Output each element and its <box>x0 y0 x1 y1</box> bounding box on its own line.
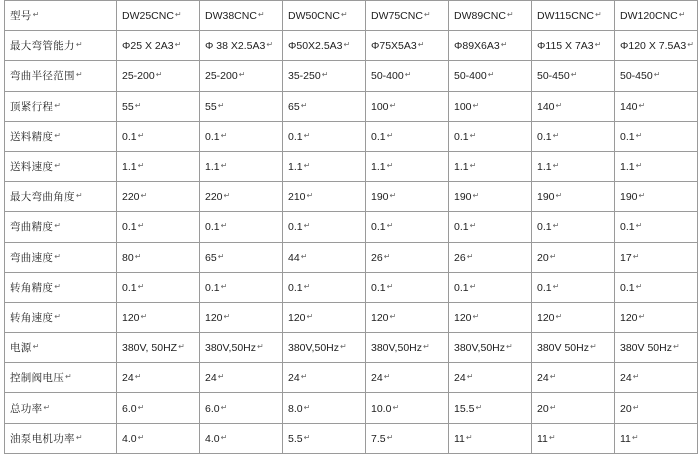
paragraph-mark: ↵ <box>589 342 597 352</box>
table-cell: 190↵ <box>449 182 532 212</box>
paragraph-mark: ↵ <box>548 432 556 442</box>
paragraph-mark: ↵ <box>475 402 483 412</box>
table-cell: 44↵ <box>283 242 366 272</box>
paragraph-mark: ↵ <box>466 372 474 382</box>
table-cell: 0.1↵ <box>117 121 200 151</box>
table-cell: 380V,50Hz↵ <box>449 333 532 363</box>
table-cell: 7.5↵ <box>366 423 449 453</box>
table-cell: 0.1↵ <box>366 272 449 302</box>
paragraph-mark: ↵ <box>238 70 246 80</box>
paragraph-mark: ↵ <box>392 402 400 412</box>
paragraph-mark: ↵ <box>632 372 640 382</box>
paragraph-mark: ↵ <box>549 402 557 412</box>
row-header-cell: 转角精度↵ <box>5 272 117 302</box>
paragraph-mark: ↵ <box>469 221 477 231</box>
table-cell: 380V 50Hz↵ <box>615 333 698 363</box>
table-cell: 15.5↵ <box>449 393 532 423</box>
table-row <box>5 121 698 151</box>
table-cell: 120↵ <box>366 302 449 332</box>
paragraph-mark: ↵ <box>75 70 83 80</box>
table-cell: 25-200↵ <box>117 61 200 91</box>
table-cell: 120↵ <box>615 302 698 332</box>
paragraph-mark: ↵ <box>465 432 473 442</box>
table-cell: 0.1↵ <box>615 212 698 242</box>
table-cell: 6.0↵ <box>200 393 283 423</box>
paragraph-mark: ↵ <box>340 10 348 20</box>
table-cell: 8.0↵ <box>283 393 366 423</box>
table-cell: 190↵ <box>366 182 449 212</box>
table-cell: 10.0↵ <box>366 393 449 423</box>
table-cell: 4.0↵ <box>117 423 200 453</box>
paragraph-mark: ↵ <box>340 342 347 352</box>
row-header-cell: 总功率↵ <box>5 393 117 423</box>
paragraph-mark: ↵ <box>266 40 274 50</box>
table-row <box>5 272 698 302</box>
table-cell: 24↵ <box>117 363 200 393</box>
paragraph-mark: ↵ <box>389 100 397 110</box>
table-cell: 11↵ <box>615 423 698 453</box>
paragraph-mark: ↵ <box>75 432 83 442</box>
table-cell: 55↵ <box>200 91 283 121</box>
paragraph-mark: ↵ <box>54 221 62 231</box>
paragraph-mark: ↵ <box>137 221 145 231</box>
paragraph-mark: ↵ <box>174 40 182 50</box>
paragraph-mark: ↵ <box>223 311 231 321</box>
paragraph-mark: ↵ <box>552 281 560 291</box>
paragraph-mark: ↵ <box>303 161 311 171</box>
paragraph-mark: ↵ <box>555 191 563 201</box>
paragraph-mark: ↵ <box>54 311 62 321</box>
table-cell: Φ25 X 2A3↵ <box>117 31 200 61</box>
paragraph-mark: ↵ <box>140 311 148 321</box>
table-cell: 380V,50Hz↵ <box>283 333 366 363</box>
row-header-cell: 最大弯管能力↵ <box>5 31 117 61</box>
table-cell: 0.1↵ <box>283 212 366 242</box>
table-cell: 24↵ <box>615 363 698 393</box>
paragraph-mark: ↵ <box>506 10 514 20</box>
table-row <box>5 1 698 31</box>
paragraph-mark: ↵ <box>303 130 311 140</box>
paragraph-mark: ↵ <box>653 70 661 80</box>
specification-table <box>4 0 698 454</box>
paragraph-mark: ↵ <box>217 100 225 110</box>
paragraph-mark: ↵ <box>386 221 394 231</box>
table-cell: 380V 50Hz↵ <box>532 333 615 363</box>
table-cell: 0.1↵ <box>615 121 698 151</box>
paragraph-mark: ↵ <box>386 130 394 140</box>
paragraph-mark: ↵ <box>386 281 394 291</box>
table-cell: 50-450↵ <box>532 61 615 91</box>
table-cell: 25-200↵ <box>200 61 283 91</box>
paragraph-mark: ↵ <box>549 251 557 261</box>
paragraph-mark: ↵ <box>137 432 145 442</box>
paragraph-mark: ↵ <box>300 251 308 261</box>
paragraph-mark: ↵ <box>220 432 228 442</box>
paragraph-mark: ↵ <box>306 191 314 201</box>
table-cell: 20↵ <box>532 242 615 272</box>
table-cell: 190↵ <box>532 182 615 212</box>
paragraph-mark: ↵ <box>343 40 351 50</box>
row-header-cell: 油泵电机功率↵ <box>5 423 117 453</box>
table-cell: Φ50X2.5A3↵ <box>283 31 366 61</box>
paragraph-mark: ↵ <box>220 402 228 412</box>
table-cell: 1.1↵ <box>283 151 366 181</box>
row-header-cell: 控制阀电压↵ <box>5 363 117 393</box>
table-cell: Φ115 X 7A3↵ <box>532 31 615 61</box>
table-cell: 120↵ <box>200 302 283 332</box>
paragraph-mark: ↵ <box>423 342 430 352</box>
table-cell: 0.1↵ <box>532 212 615 242</box>
table-cell: 1.1↵ <box>615 151 698 181</box>
paragraph-mark: ↵ <box>552 130 560 140</box>
table-cell: 0.1↵ <box>117 212 200 242</box>
paragraph-mark: ↵ <box>552 221 560 231</box>
table-cell: 380V, 50HZ↵ <box>117 333 200 363</box>
paragraph-mark: ↵ <box>472 100 480 110</box>
row-header-cell: 型号↵ <box>5 1 117 31</box>
paragraph-mark: ↵ <box>466 251 474 261</box>
table-cell: 4.0↵ <box>200 423 283 453</box>
paragraph-mark: ↵ <box>257 342 264 352</box>
table-cell: 65↵ <box>283 91 366 121</box>
table-cell: 26↵ <box>449 242 532 272</box>
paragraph-mark: ↵ <box>303 402 311 412</box>
table-row <box>5 151 698 181</box>
paragraph-mark: ↵ <box>635 221 643 231</box>
table-row <box>5 393 698 423</box>
table-cell: 50-450↵ <box>615 61 698 91</box>
table-cell: 20↵ <box>615 393 698 423</box>
row-header-cell: 电源↵ <box>5 333 117 363</box>
paragraph-mark: ↵ <box>487 70 495 80</box>
table-cell: 190↵ <box>615 182 698 212</box>
paragraph-mark: ↵ <box>174 10 182 20</box>
paragraph-mark: ↵ <box>32 342 40 352</box>
paragraph-mark: ↵ <box>54 281 62 291</box>
paragraph-mark: ↵ <box>306 311 314 321</box>
table-cell: 0.1↵ <box>449 272 532 302</box>
row-header-cell: 最大弯曲角度↵ <box>5 182 117 212</box>
paragraph-mark: ↵ <box>472 191 480 201</box>
table-cell: 380V,50Hz↵ <box>200 333 283 363</box>
paragraph-mark: ↵ <box>75 191 83 201</box>
paragraph-mark: ↵ <box>321 70 329 80</box>
paragraph-mark: ↵ <box>389 311 397 321</box>
table-cell: 24↵ <box>200 363 283 393</box>
table-cell: 26↵ <box>366 242 449 272</box>
table-cell: 100↵ <box>449 91 532 121</box>
paragraph-mark: ↵ <box>555 100 563 110</box>
paragraph-mark: ↵ <box>303 281 311 291</box>
paragraph-mark: ↵ <box>137 130 145 140</box>
table-cell: 80↵ <box>117 242 200 272</box>
table-cell: Φ89X6A3↵ <box>449 31 532 61</box>
paragraph-mark: ↵ <box>386 432 394 442</box>
paragraph-mark: ↵ <box>54 251 62 261</box>
paragraph-mark: ↵ <box>570 70 578 80</box>
table-cell: 11↵ <box>449 423 532 453</box>
table-cell: 1.1↵ <box>449 151 532 181</box>
paragraph-mark: ↵ <box>678 10 686 20</box>
table-cell: 0.1↵ <box>532 121 615 151</box>
paragraph-mark: ↵ <box>217 251 225 261</box>
paragraph-mark: ↵ <box>500 40 508 50</box>
table-row <box>5 363 698 393</box>
paragraph-mark: ↵ <box>672 342 680 352</box>
paragraph-mark: ↵ <box>137 402 145 412</box>
table-row <box>5 31 698 61</box>
paragraph-mark: ↵ <box>423 10 431 20</box>
table-cell: 0.1↵ <box>283 272 366 302</box>
paragraph-mark: ↵ <box>134 100 142 110</box>
table-cell: 120↵ <box>283 302 366 332</box>
paragraph-mark: ↵ <box>469 281 477 291</box>
table-cell: 65↵ <box>200 242 283 272</box>
table-cell: Φ120 X 7.5A3↵ <box>615 31 698 61</box>
table-cell: DW38CNC↵ <box>200 1 283 31</box>
paragraph-mark: ↵ <box>383 251 391 261</box>
row-header-cell: 弯曲精度↵ <box>5 212 117 242</box>
table-row <box>5 182 698 212</box>
table-cell: 50-400↵ <box>449 61 532 91</box>
paragraph-mark: ↵ <box>506 342 513 352</box>
paragraph-mark: ↵ <box>134 372 142 382</box>
paragraph-mark: ↵ <box>632 402 640 412</box>
paragraph-mark: ↵ <box>638 191 646 201</box>
table-cell: 20↵ <box>532 393 615 423</box>
row-header-cell: 转角速度↵ <box>5 302 117 332</box>
paragraph-mark: ↵ <box>552 161 560 171</box>
table-cell: 24↵ <box>366 363 449 393</box>
paragraph-mark: ↵ <box>549 372 557 382</box>
row-header-cell: 送料精度↵ <box>5 121 117 151</box>
paragraph-mark: ↵ <box>389 191 397 201</box>
paragraph-mark: ↵ <box>54 161 62 171</box>
table-cell: 0.1↵ <box>532 272 615 302</box>
paragraph-mark: ↵ <box>635 161 643 171</box>
table-cell: DW120CNC↵ <box>615 1 698 31</box>
table-cell: 0.1↵ <box>283 121 366 151</box>
paragraph-mark: ↵ <box>140 191 148 201</box>
table-cell: 220↵ <box>117 182 200 212</box>
table-cell: 11↵ <box>532 423 615 453</box>
table-cell: 35-250↵ <box>283 61 366 91</box>
paragraph-mark: ↵ <box>638 311 646 321</box>
paragraph-mark: ↵ <box>43 402 51 412</box>
table-cell: 140↵ <box>532 91 615 121</box>
table-cell: 0.1↵ <box>200 121 283 151</box>
table-cell: 120↵ <box>449 302 532 332</box>
paragraph-mark: ↵ <box>631 432 639 442</box>
table-cell: 24↵ <box>532 363 615 393</box>
table-cell: DW25CNC↵ <box>117 1 200 31</box>
table-row <box>5 242 698 272</box>
table-cell: 0.1↵ <box>200 272 283 302</box>
paragraph-mark: ↵ <box>687 40 694 50</box>
paragraph-mark: ↵ <box>75 40 83 50</box>
table-cell: 120↵ <box>532 302 615 332</box>
table-row <box>5 61 698 91</box>
table-cell: DW50CNC↵ <box>283 1 366 31</box>
table-row <box>5 212 698 242</box>
table-cell: Φ 38 X2.5A3↵ <box>200 31 283 61</box>
row-header-cell: 顶紧行程↵ <box>5 91 117 121</box>
table-cell: 0.1↵ <box>449 121 532 151</box>
paragraph-mark: ↵ <box>220 161 228 171</box>
table-cell: 24↵ <box>283 363 366 393</box>
paragraph-mark: ↵ <box>217 372 225 382</box>
paragraph-mark: ↵ <box>178 342 185 352</box>
row-header-cell: 弯曲速度↵ <box>5 242 117 272</box>
table-cell: 100↵ <box>366 91 449 121</box>
paragraph-mark: ↵ <box>594 40 602 50</box>
table-row <box>5 91 698 121</box>
paragraph-mark: ↵ <box>300 372 308 382</box>
table-cell: 5.5↵ <box>283 423 366 453</box>
paragraph-mark: ↵ <box>386 161 394 171</box>
table-cell: Φ75X5A3↵ <box>366 31 449 61</box>
table-cell: 0.1↵ <box>615 272 698 302</box>
paragraph-mark: ↵ <box>32 10 40 20</box>
table-row <box>5 333 698 363</box>
table-cell: 380V,50Hz↵ <box>366 333 449 363</box>
table-cell: 0.1↵ <box>449 212 532 242</box>
paragraph-mark: ↵ <box>303 432 311 442</box>
table-cell: 220↵ <box>200 182 283 212</box>
table-cell: 0.1↵ <box>366 212 449 242</box>
table-cell: 24↵ <box>449 363 532 393</box>
table-row <box>5 423 698 453</box>
table-cell: 1.1↵ <box>117 151 200 181</box>
paragraph-mark: ↵ <box>54 100 62 110</box>
paragraph-mark: ↵ <box>383 372 391 382</box>
paragraph-mark: ↵ <box>635 281 643 291</box>
table-cell: 210↵ <box>283 182 366 212</box>
table-cell: 0.1↵ <box>366 121 449 151</box>
table-cell: 1.1↵ <box>532 151 615 181</box>
row-header-cell: 弯曲半径范围↵ <box>5 61 117 91</box>
paragraph-mark: ↵ <box>220 130 228 140</box>
paragraph-mark: ↵ <box>137 161 145 171</box>
table-cell: 1.1↵ <box>200 151 283 181</box>
paragraph-mark: ↵ <box>137 281 145 291</box>
paragraph-mark: ↵ <box>594 10 602 20</box>
paragraph-mark: ↵ <box>65 372 73 382</box>
paragraph-mark: ↵ <box>404 70 412 80</box>
table-cell: 50-400↵ <box>366 61 449 91</box>
table-cell: 6.0↵ <box>117 393 200 423</box>
paragraph-mark: ↵ <box>155 70 163 80</box>
table-cell: DW75CNC↵ <box>366 1 449 31</box>
paragraph-mark: ↵ <box>134 251 142 261</box>
table-cell: 55↵ <box>117 91 200 121</box>
table-cell: 17↵ <box>615 242 698 272</box>
paragraph-mark: ↵ <box>469 161 477 171</box>
table-cell: 1.1↵ <box>366 151 449 181</box>
table-cell: DW115CNC↵ <box>532 1 615 31</box>
table-cell: 0.1↵ <box>200 212 283 242</box>
paragraph-mark: ↵ <box>632 251 640 261</box>
paragraph-mark: ↵ <box>300 100 308 110</box>
paragraph-mark: ↵ <box>638 100 646 110</box>
paragraph-mark: ↵ <box>555 311 563 321</box>
table-row <box>5 302 698 332</box>
paragraph-mark: ↵ <box>417 40 425 50</box>
row-header-cell: 送料速度↵ <box>5 151 117 181</box>
table-cell: 140↵ <box>615 91 698 121</box>
paragraph-mark: ↵ <box>303 221 311 231</box>
paragraph-mark: ↵ <box>257 10 265 20</box>
paragraph-mark: ↵ <box>220 281 228 291</box>
table-cell: DW89CNC↵ <box>449 1 532 31</box>
table-cell: 0.1↵ <box>117 272 200 302</box>
table-body <box>5 1 698 454</box>
paragraph-mark: ↵ <box>220 221 228 231</box>
paragraph-mark: ↵ <box>635 130 643 140</box>
paragraph-mark: ↵ <box>469 130 477 140</box>
paragraph-mark: ↵ <box>54 130 62 140</box>
paragraph-mark: ↵ <box>223 191 231 201</box>
table-cell: 120↵ <box>117 302 200 332</box>
paragraph-mark: ↵ <box>472 311 480 321</box>
